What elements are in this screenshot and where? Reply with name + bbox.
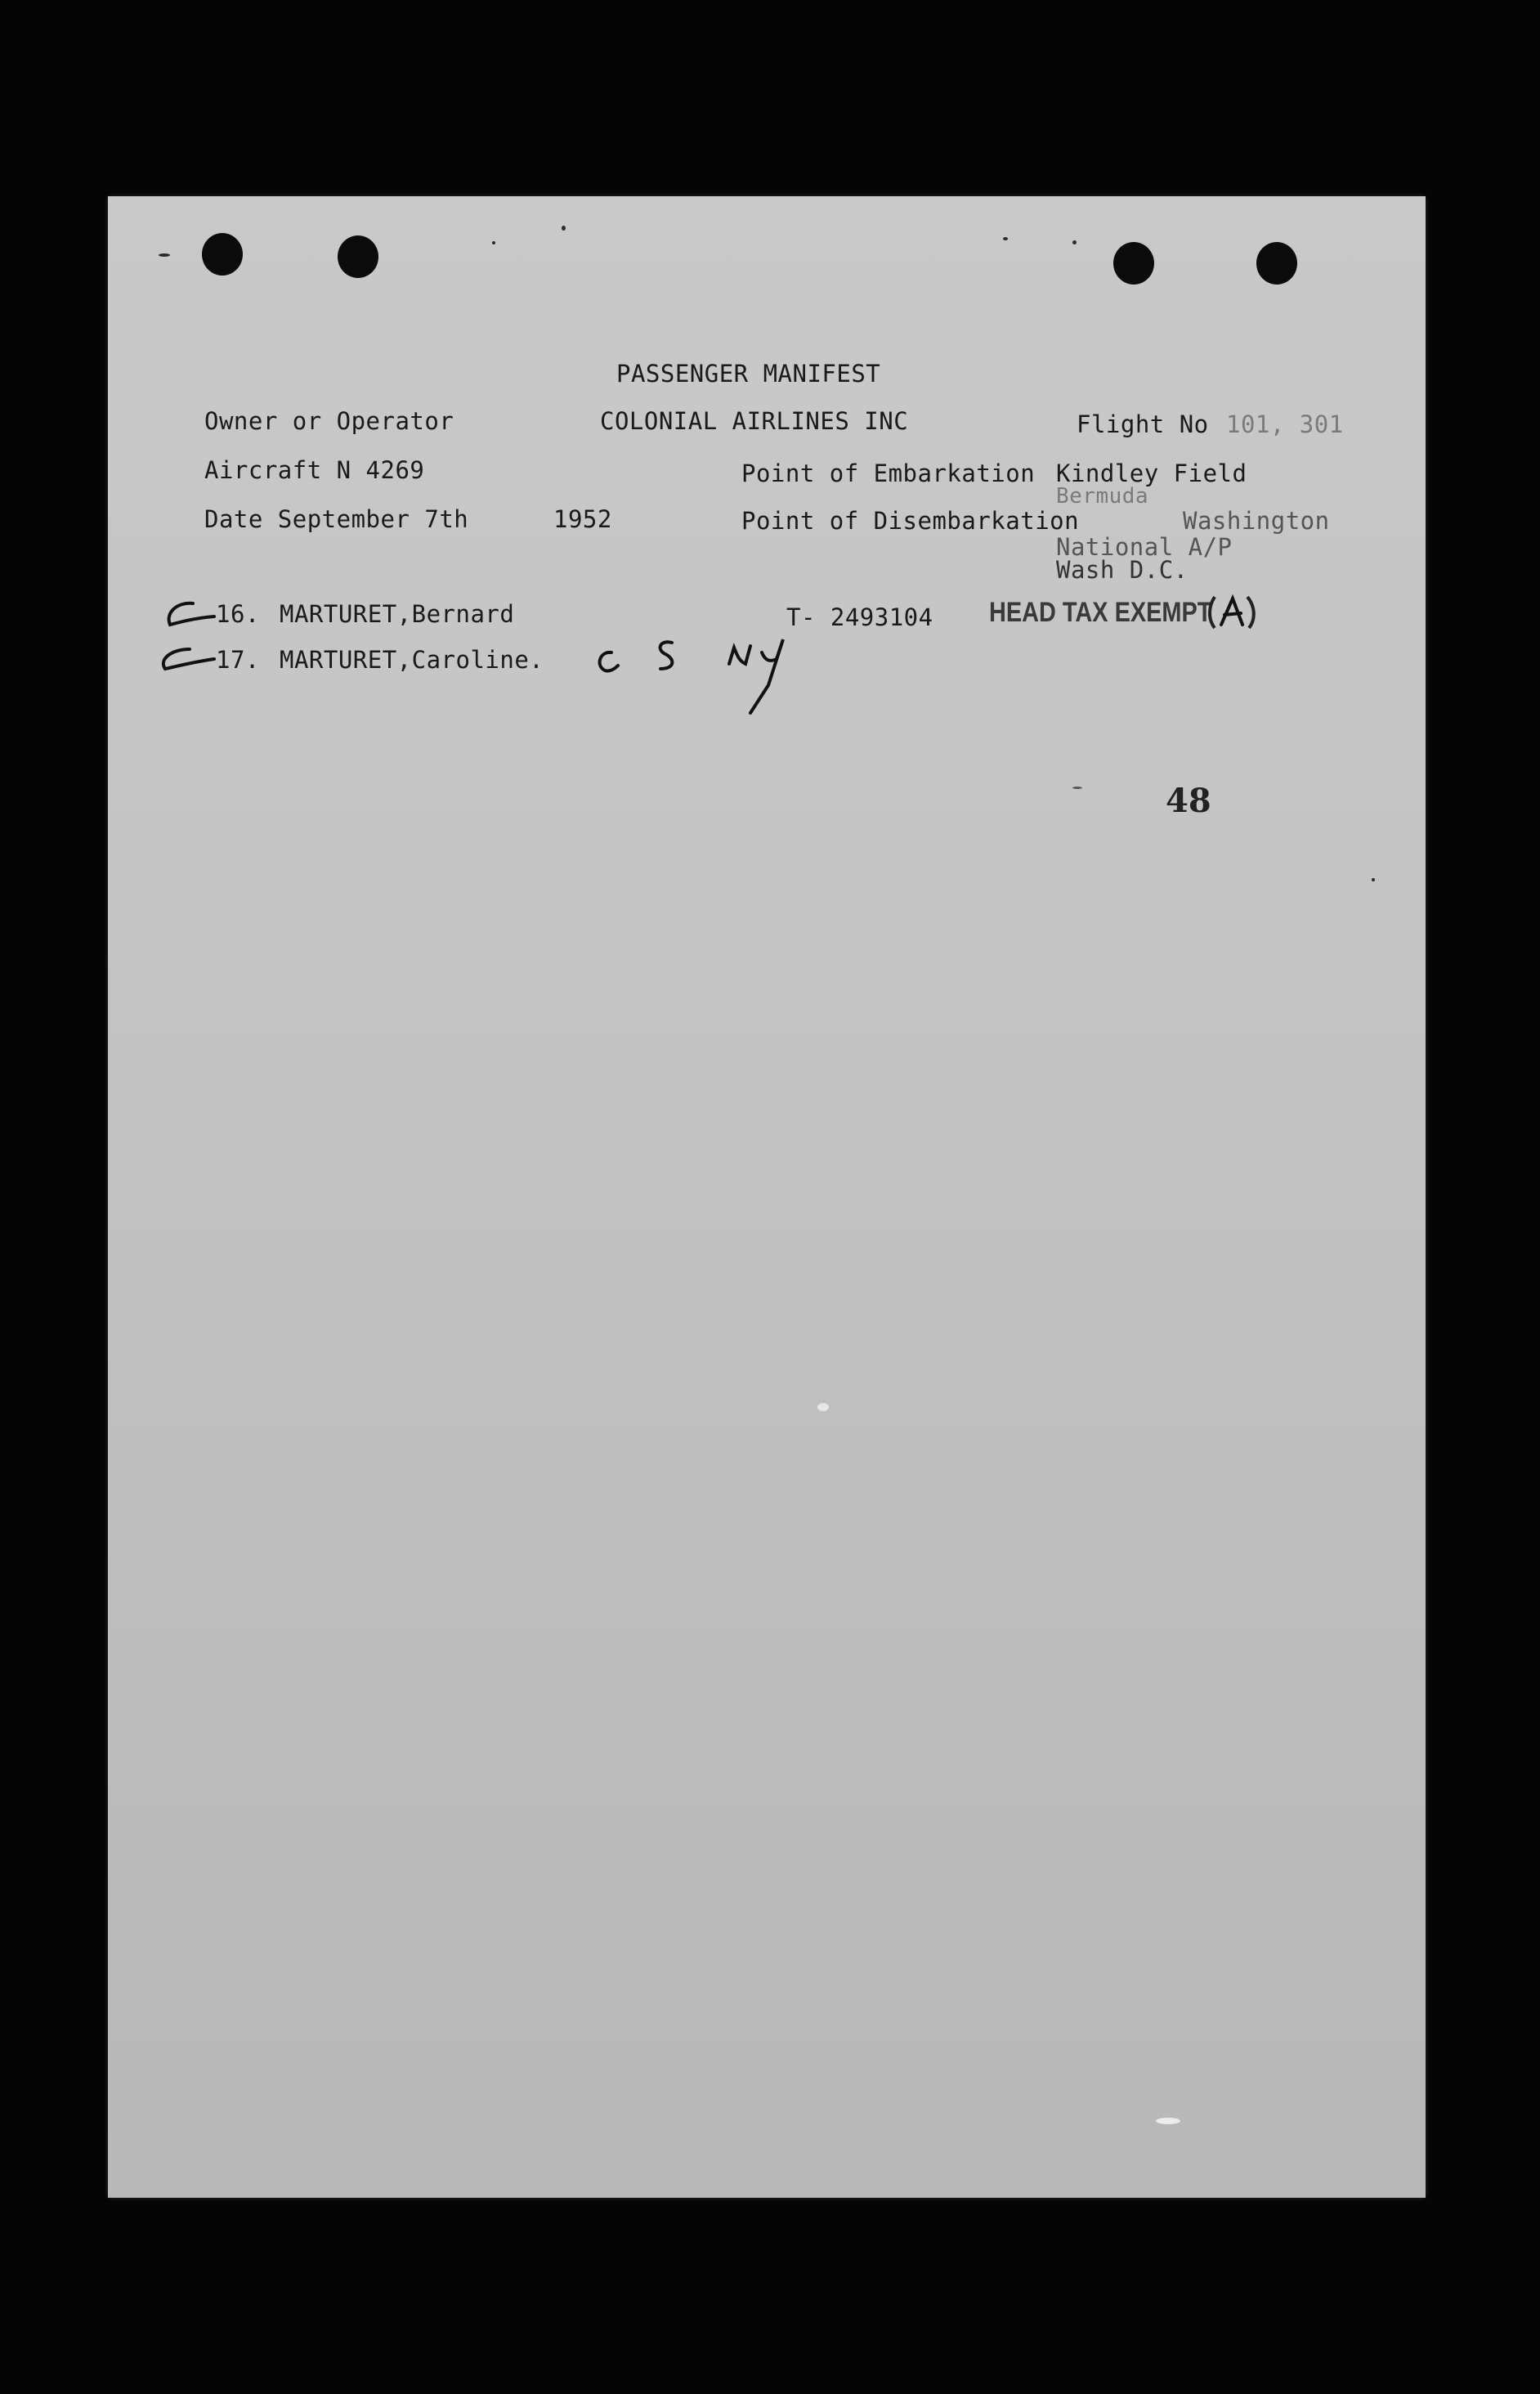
punch-hole-3: [1113, 242, 1154, 285]
passenger-17-number: 17.: [216, 646, 260, 674]
speck: [1072, 240, 1077, 244]
passenger-17-name: MARTURET,Caroline.: [280, 646, 544, 674]
handwritten-note-cs-ny: [590, 628, 868, 718]
disembarkation-value-2: National A/P: [1056, 533, 1233, 561]
speck: [1072, 787, 1082, 789]
flight-value: 101, 301: [1226, 410, 1344, 438]
checkmark-icon: [154, 644, 219, 677]
manifest-title: PASSENGER MANIFEST: [616, 360, 881, 388]
punch-hole-2: [338, 235, 378, 278]
speck: [1372, 878, 1375, 881]
punch-hole-1: [202, 233, 243, 276]
embarkation-label: Point of Embarkation: [741, 460, 1036, 487]
disembarkation-label: Point of Disembarkation: [741, 507, 1080, 535]
speck: [562, 226, 566, 231]
passenger-16-ticket: T- 2493104: [786, 603, 933, 631]
flight-label: Flight No: [1077, 410, 1209, 438]
embarkation-value: Kindley Field: [1056, 460, 1247, 487]
head-tax-exempt-stamp: HEAD TAX EXEMPT: [989, 597, 1212, 628]
disembarkation-value: Washington: [1183, 507, 1330, 535]
date-label: Date September 7th: [204, 505, 469, 533]
year-value: 1952: [553, 505, 612, 533]
punch-hole-4: [1256, 242, 1297, 285]
owner-value: COLONIAL AIRLINES INC: [600, 407, 909, 435]
speck: [159, 253, 170, 257]
speck: [1003, 237, 1008, 240]
manifest-page: [108, 196, 1426, 2198]
page-number: 48: [1166, 782, 1211, 820]
passenger-16-number: 16.: [216, 600, 260, 628]
aircraft-label: Aircraft N 4269: [204, 456, 425, 484]
passenger-16-name: MARTURET,Bernard: [280, 600, 515, 628]
disembarkation-value-3: Wash D.C.: [1056, 556, 1189, 584]
speck: [1156, 2118, 1180, 2124]
owner-label: Owner or Operator: [204, 407, 454, 435]
checkmark-icon: [160, 598, 217, 631]
speck: [817, 1403, 829, 1411]
embarkation-value-2: Bermuda: [1056, 484, 1149, 509]
stamp-mark-a: [1206, 592, 1259, 631]
speck: [492, 241, 495, 244]
